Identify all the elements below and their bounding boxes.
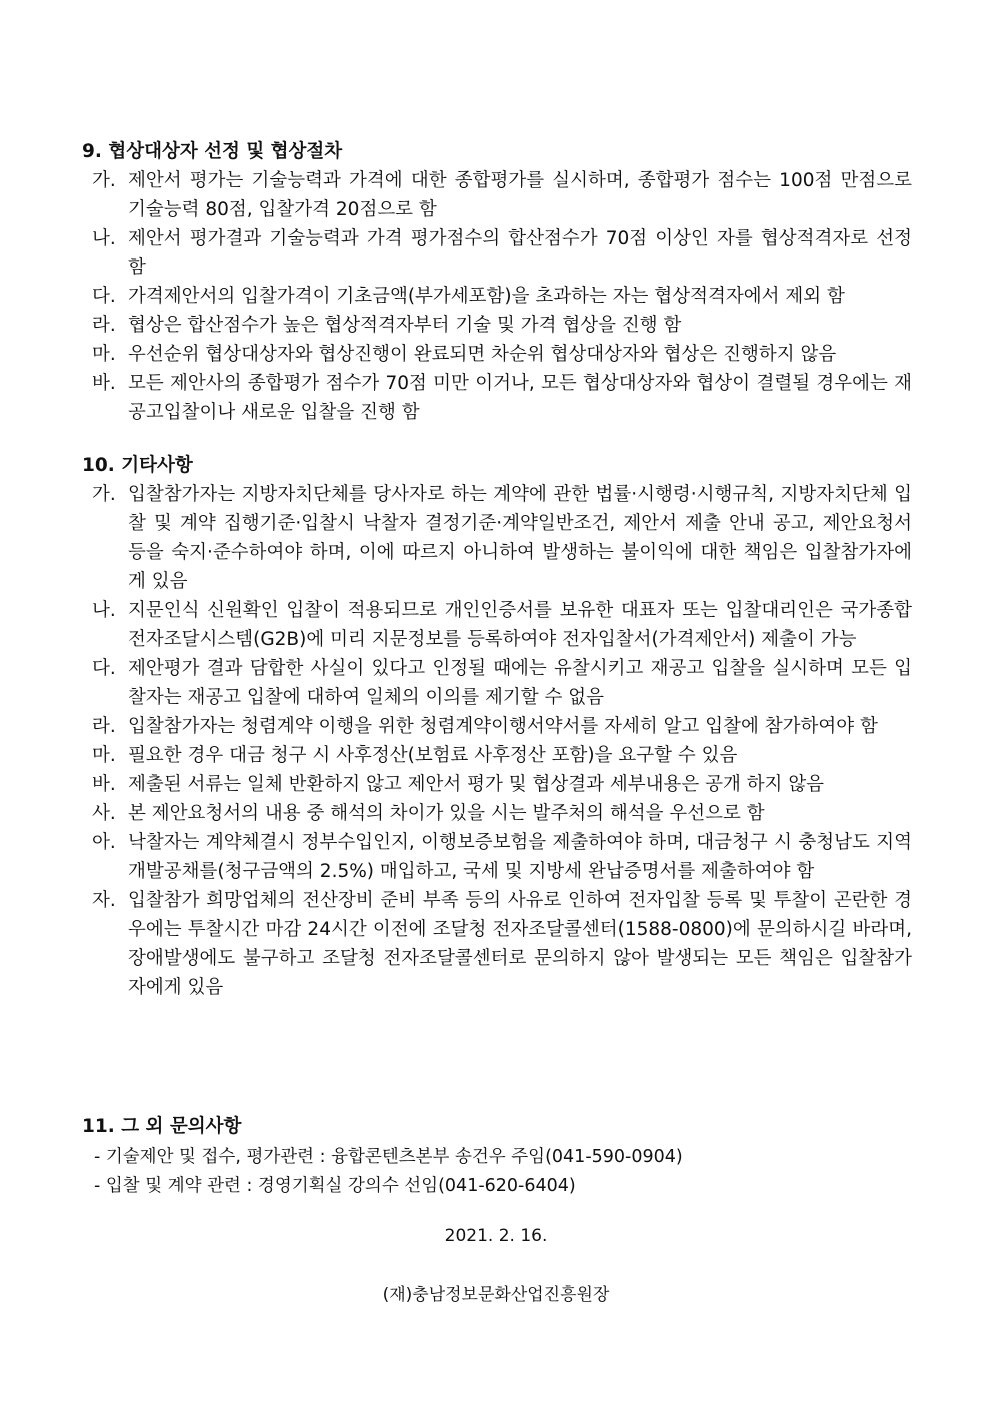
item-marker: 마.: [92, 344, 116, 365]
section-misc: [82, 451, 912, 1002]
list-item: [82, 712, 912, 741]
item-text: 제안서 평가는 기술능력과 가격에 대한 종합평가를 실시하며, 종합평가 점수는 100점 만점으로 기술능력 80점, 입찰가격 20점으로 함: [128, 170, 912, 220]
list-item: [82, 828, 912, 886]
list-item: [82, 166, 912, 224]
contact-list: [82, 1143, 912, 1201]
item-text: 입찰참가자는 청렴계약 이행을 위한 청렴계약이행서약서를 자세히 알고 입찰에 참가하여야 함: [128, 716, 878, 737]
item-marker: 아.: [92, 832, 116, 853]
item-text: 협상은 합산점수가 높은 협상적격자부터 기술 및 가격 협상을 진행 함: [128, 315, 682, 336]
list-item: [82, 741, 912, 770]
item-text: 가격제안서의 입찰가격이 기초금액(부가세포함)을 초과하는 자는 협상적격자에서 제외 함: [128, 286, 845, 307]
item-marker: 다.: [92, 658, 116, 679]
section-inquiries: [82, 1112, 912, 1201]
item-text: 제안서 평가결과 기술능력과 가격 평가점수의 합산점수가 70점 이상인 자를 협상적격자로 선정 함: [128, 228, 912, 278]
item-text: 본 제안요청서의 내용 중 해석의 차이가 있을 시는 발주처의 해석을 우선으로 함: [128, 803, 765, 824]
document-date: 2021. 2. 16.: [444, 1226, 548, 1246]
list-item: [82, 799, 912, 828]
item-text: 우선순위 협상대상자와 협상진행이 완료되면 차순위 협상대상자와 협상은 진행하지 않음: [128, 344, 837, 365]
contact-item: - 기술제안 및 접수, 평가관련 : 융합콘텐츠본부 송건우 주임(041-590-0904): [94, 1147, 683, 1167]
section-title: 10. 기타사항: [82, 455, 193, 476]
item-text: 제출된 서류는 일체 반환하지 않고 제안서 평가 및 협상결과 세부내용은 공개 하지 않음: [128, 774, 825, 795]
list-item: [82, 770, 912, 799]
item-text: 모든 제안사의 종합평가 점수가 70점 미만 이거나, 모든 협상대상자와 협상이 결렬될 경우에는 재공고입찰이나 새로운 입찰을 진행 함: [128, 373, 912, 423]
list-item: [82, 596, 912, 654]
item-marker: 바.: [92, 373, 116, 394]
item-marker: 바.: [92, 774, 116, 795]
item-marker: 나.: [92, 228, 116, 249]
list-item: [82, 282, 912, 311]
item-marker: 라.: [92, 315, 116, 336]
item-marker: 라.: [92, 716, 116, 737]
item-marker: 마.: [92, 745, 116, 766]
list-item: [82, 311, 912, 340]
list-item: [82, 886, 912, 1002]
document-signer: (재)충남정보문화산업진흥원장: [382, 1285, 610, 1305]
section-title: 11. 그 외 문의사항: [82, 1116, 242, 1137]
item-marker: 가.: [92, 170, 116, 191]
list-item: [82, 340, 912, 369]
item-marker: 자.: [92, 890, 116, 911]
item-text: 입찰참가자는 지방자치단체를 당사자로 하는 계약에 관한 법률·시행령·시행규칙, 지방자치단체 입찰 및 계약 집행기준·입찰시 낙찰자 결정기준·계약일반조건, 제안서 제출 안내 공고, 제안요청서 등을 숙지·준수하여야 하며, 이에 따르지 아니하여 발생하는 불이익에 대한 책임은 입찰참가자에게 있음: [128, 484, 912, 592]
item-text: 제안평가 결과 담합한 사실이 있다고 인정될 때에는 유찰시키고 재공고 입찰을 실시하며 모든 입찰자는 재공고 입찰에 대하여 일체의 이의를 제기할 수 없음: [128, 658, 912, 708]
section-negotiation: [82, 137, 912, 427]
list-item: [82, 224, 912, 282]
item-text: 필요한 경우 대금 청구 시 사후정산(보험료 사후정산 포함)을 요구할 수 있음: [128, 745, 738, 766]
item-marker: 다.: [92, 286, 116, 307]
section-title: 9. 협상대상자 선정 및 협상절차: [82, 141, 343, 162]
item-marker: 사.: [92, 803, 116, 824]
list-item: [82, 369, 912, 427]
contact-item: - 입찰 및 계약 관련 : 경영기획실 강의수 선임(041-620-6404): [94, 1176, 576, 1196]
item-marker: 나.: [92, 600, 116, 621]
item-text: 낙찰자는 계약체결시 정부수입인지, 이행보증보험을 제출하여야 하며, 대금청구 시 충청남도 지역개발공채를(청구금액의 2.5%) 매입하고, 국세 및 지방세 완납증명서를 제출하여야 함: [128, 832, 912, 882]
item-text: 입찰참가 희망업체의 전산장비 준비 부족 등의 사유로 인하여 전자입찰 등록 및 투찰이 곤란한 경우에는 투찰시간 마감 24시간 이전에 조달청 전자조달콜센터(1588-0800)에 문의하시길 바라며, 장애발생에도 불구하고 조달청 전자조달콜센터로 문의하지 않아 발생되는 모든 책임은 입찰참가자에게 있음: [128, 890, 912, 998]
item-marker: 가.: [92, 484, 116, 505]
list-item: [82, 480, 912, 596]
item-text: 지문인식 신원확인 입찰이 적용되므로 개인인증서를 보유한 대표자 또는 입찰대리인은 국가종합전자조달시스템(G2B)에 미리 지문정보를 등록하여야 전자입찰서(가격제안서) 제출이 가능: [128, 600, 912, 650]
list-item: [82, 654, 912, 712]
